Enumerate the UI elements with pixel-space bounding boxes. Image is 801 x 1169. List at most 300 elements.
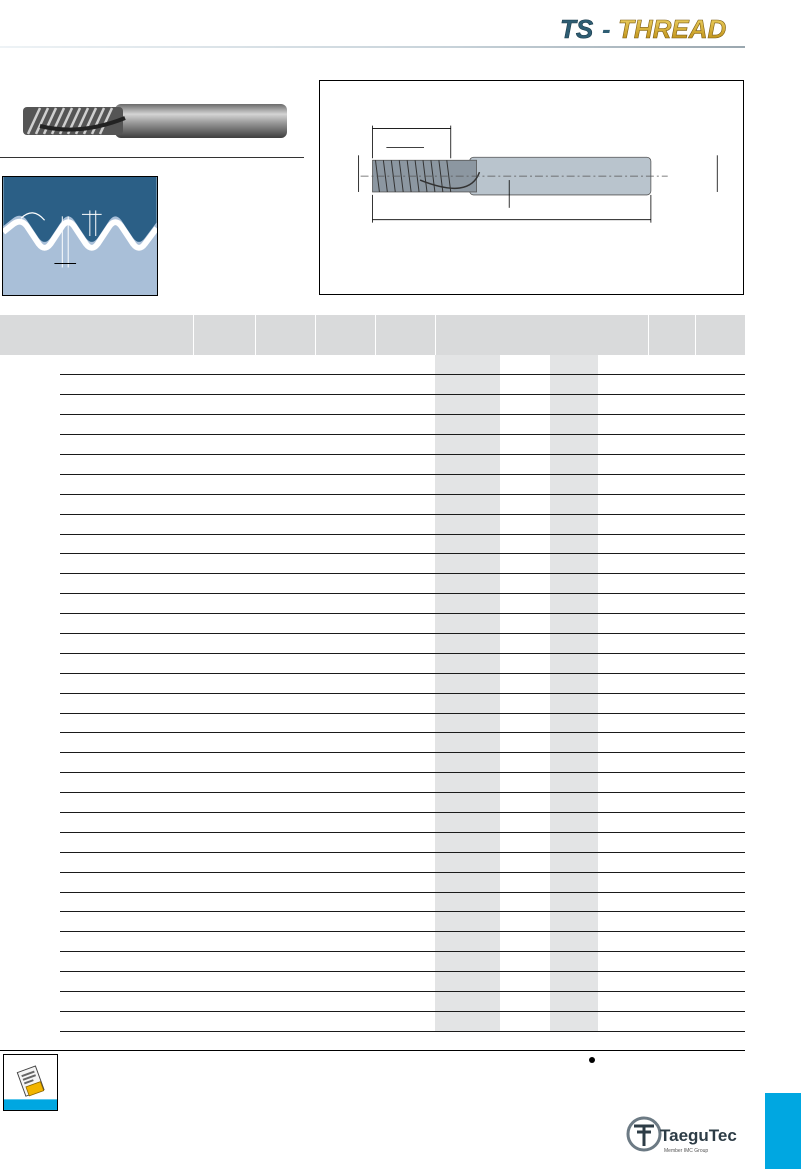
table-cell — [375, 832, 435, 852]
table-row — [0, 753, 745, 773]
table-cell — [435, 653, 500, 673]
table-cell — [648, 673, 695, 693]
table-cell — [598, 673, 648, 693]
table-cell — [375, 852, 435, 872]
table-cell — [550, 653, 598, 673]
table-cell — [375, 872, 435, 892]
table-cell — [500, 952, 550, 972]
table-row — [0, 494, 745, 514]
table-cell — [500, 972, 550, 992]
table-cell — [500, 852, 550, 872]
table-cell — [500, 514, 550, 534]
table-cell — [648, 355, 695, 375]
table-cell — [375, 1011, 435, 1031]
table-cell — [375, 574, 435, 594]
ts-thread-logo — [560, 12, 745, 46]
table-cell — [375, 355, 435, 375]
table-cell — [0, 633, 60, 653]
table-cell — [0, 1011, 60, 1031]
table-cell — [500, 992, 550, 1012]
table-cell — [648, 435, 695, 455]
table-cell — [550, 614, 598, 634]
table-cell — [255, 912, 315, 932]
table-cell — [500, 435, 550, 455]
table-cell — [695, 435, 745, 455]
table-cell — [315, 753, 375, 773]
table-cell — [375, 733, 435, 753]
table-cell — [695, 992, 745, 1012]
table-cell — [550, 355, 598, 375]
table-cell — [435, 892, 500, 912]
table-cell — [435, 912, 500, 932]
table-cell — [315, 852, 375, 872]
table-cell — [255, 534, 315, 554]
table-cell — [0, 693, 60, 713]
table-cell — [648, 733, 695, 753]
table-cell — [255, 395, 315, 415]
table-cell — [0, 852, 60, 872]
table-row — [0, 892, 745, 912]
table-row — [0, 832, 745, 852]
table-row — [0, 474, 745, 494]
table-cell — [0, 594, 60, 614]
table-cell — [648, 992, 695, 1012]
table-cell — [255, 1011, 315, 1031]
table-cell — [550, 912, 598, 932]
table-cell — [435, 633, 500, 653]
table-cell — [598, 1011, 648, 1031]
table-cell — [375, 793, 435, 813]
table-cell — [255, 673, 315, 693]
table-cell — [255, 375, 315, 395]
table-cell — [375, 653, 435, 673]
table-cell — [193, 435, 255, 455]
table-row — [0, 435, 745, 455]
table-cell — [598, 972, 648, 992]
table-cell — [695, 773, 745, 793]
table-cell — [695, 912, 745, 932]
table-cell — [193, 574, 255, 594]
table-cell — [193, 454, 255, 474]
table-cell — [695, 614, 745, 634]
table-cell — [500, 574, 550, 594]
table-cell — [255, 614, 315, 634]
table-row — [0, 872, 745, 892]
table-cell — [60, 673, 193, 693]
table-cell — [500, 793, 550, 813]
table-cell — [435, 614, 500, 634]
table-cell — [255, 494, 315, 514]
table-cell — [0, 435, 60, 455]
table-cell — [60, 693, 193, 713]
table-cell — [435, 554, 500, 574]
table-row — [0, 852, 745, 872]
table-cell — [695, 872, 745, 892]
header-cell — [375, 315, 435, 355]
table-row — [0, 952, 745, 972]
table-cell — [695, 673, 745, 693]
table-cell — [695, 812, 745, 832]
table-cell — [255, 633, 315, 653]
table-cell — [0, 932, 60, 952]
table-cell — [255, 773, 315, 793]
table-cell — [435, 972, 500, 992]
table-cell — [375, 435, 435, 455]
tool-dimension-drawing — [319, 80, 744, 295]
table-cell — [0, 355, 60, 375]
header-cell — [648, 315, 695, 355]
table-cell — [193, 932, 255, 952]
table-cell — [375, 474, 435, 494]
table-cell — [60, 614, 193, 634]
table-cell — [315, 415, 375, 435]
table-cell — [315, 713, 375, 733]
table-row — [0, 992, 745, 1012]
table-cell — [550, 733, 598, 753]
table-cell — [695, 733, 745, 753]
table-cell — [0, 753, 60, 773]
table-cell — [695, 793, 745, 813]
table-cell — [435, 1011, 500, 1031]
table-cell — [550, 1011, 598, 1031]
table-cell — [315, 633, 375, 653]
header-cell — [0, 315, 193, 355]
table-cell — [598, 733, 648, 753]
table-cell — [375, 952, 435, 972]
table-cell — [375, 395, 435, 415]
table-cell — [315, 435, 375, 455]
table-cell — [500, 1011, 550, 1031]
table-cell — [375, 713, 435, 733]
table-cell — [648, 793, 695, 813]
table-cell — [435, 793, 500, 813]
table-cell — [598, 415, 648, 435]
table-cell — [60, 952, 193, 972]
table-cell — [500, 812, 550, 832]
table-cell — [695, 395, 745, 415]
table-cell — [255, 753, 315, 773]
table-cell — [500, 832, 550, 852]
table-cell — [550, 793, 598, 813]
table-cell — [60, 872, 193, 892]
table-cell — [315, 554, 375, 574]
table-cell — [648, 812, 695, 832]
table-cell — [550, 753, 598, 773]
table-cell — [60, 395, 193, 415]
table-cell — [375, 534, 435, 554]
table-cell — [435, 713, 500, 733]
table-cell — [315, 454, 375, 474]
table-cell — [0, 872, 60, 892]
table-cell — [255, 713, 315, 733]
table-cell — [60, 494, 193, 514]
table-cell — [695, 832, 745, 852]
table-cell — [550, 415, 598, 435]
table-cell — [193, 912, 255, 932]
table-cell — [60, 972, 193, 992]
table-cell — [648, 912, 695, 932]
table-cell — [0, 534, 60, 554]
specification-table — [0, 315, 745, 1032]
end-mill-photo — [20, 96, 290, 146]
table-cell — [695, 454, 745, 474]
table-cell — [193, 753, 255, 773]
table-row — [0, 415, 745, 435]
table-cell — [0, 892, 60, 912]
table-bottom-rule — [0, 1050, 745, 1051]
table-cell — [500, 395, 550, 415]
table-cell — [255, 872, 315, 892]
table-cell — [648, 594, 695, 614]
table-row — [0, 653, 745, 673]
table-row — [0, 614, 745, 634]
table-cell — [648, 395, 695, 415]
table-cell — [435, 773, 500, 793]
table-cell — [500, 594, 550, 614]
table-cell — [648, 415, 695, 435]
table-cell — [315, 474, 375, 494]
table-body — [0, 355, 745, 1031]
note-icon — [3, 1054, 58, 1111]
table-cell — [315, 812, 375, 832]
table-cell — [695, 554, 745, 574]
table-cell — [193, 972, 255, 992]
table-cell — [255, 952, 315, 972]
table-cell — [315, 534, 375, 554]
table-cell — [193, 793, 255, 813]
table-cell — [255, 733, 315, 753]
table-cell — [550, 952, 598, 972]
table-cell — [0, 673, 60, 693]
table-cell — [435, 415, 500, 435]
table-cell — [435, 474, 500, 494]
table-cell — [60, 355, 193, 375]
table-cell — [648, 832, 695, 852]
table-cell — [500, 872, 550, 892]
table-cell — [648, 753, 695, 773]
table-cell — [315, 375, 375, 395]
table-cell — [315, 733, 375, 753]
table-cell — [648, 375, 695, 395]
table-cell — [255, 892, 315, 912]
table-cell — [60, 912, 193, 932]
table-cell — [315, 355, 375, 375]
table-cell — [315, 514, 375, 534]
table-cell — [255, 793, 315, 813]
table-cell — [648, 892, 695, 912]
table-cell — [60, 773, 193, 793]
table-cell — [598, 633, 648, 653]
table-cell — [598, 992, 648, 1012]
table-cell — [550, 633, 598, 653]
table-cell — [598, 713, 648, 733]
table-cell — [193, 534, 255, 554]
table-row — [0, 355, 745, 375]
company-name: TaeguTec — [660, 1126, 737, 1145]
table-cell — [435, 355, 500, 375]
table-row — [0, 713, 745, 733]
table-cell — [255, 474, 315, 494]
table-cell — [648, 474, 695, 494]
table-cell — [435, 733, 500, 753]
table-cell — [375, 494, 435, 514]
table-cell — [695, 514, 745, 534]
table-cell — [648, 554, 695, 574]
table-cell — [60, 892, 193, 912]
table-cell — [60, 375, 193, 395]
table-cell — [695, 494, 745, 514]
table-cell — [375, 773, 435, 793]
table-cell — [648, 932, 695, 952]
table-cell — [550, 832, 598, 852]
table-cell — [435, 454, 500, 474]
table-cell — [315, 1011, 375, 1031]
table-cell — [315, 614, 375, 634]
table-cell — [193, 355, 255, 375]
table-cell — [375, 972, 435, 992]
table-cell — [0, 474, 60, 494]
table-row — [0, 534, 745, 554]
table-cell — [500, 415, 550, 435]
table-cell — [0, 713, 60, 733]
table-cell — [695, 594, 745, 614]
table-cell — [550, 812, 598, 832]
table-cell — [375, 693, 435, 713]
table-cell — [500, 773, 550, 793]
table-cell — [695, 474, 745, 494]
table-cell — [695, 375, 745, 395]
table-cell — [648, 454, 695, 474]
table-cell — [550, 494, 598, 514]
table-cell — [598, 793, 648, 813]
table-cell — [598, 872, 648, 892]
table-cell — [193, 812, 255, 832]
table-cell — [255, 435, 315, 455]
table-cell — [500, 713, 550, 733]
table-cell — [193, 514, 255, 534]
table-cell — [193, 693, 255, 713]
table-cell — [500, 474, 550, 494]
table-cell — [550, 454, 598, 474]
table-cell — [375, 992, 435, 1012]
table-row — [0, 972, 745, 992]
table-cell — [0, 992, 60, 1012]
table-cell — [375, 454, 435, 474]
table-cell — [598, 534, 648, 554]
table-cell — [60, 574, 193, 594]
table-cell — [648, 852, 695, 872]
table-cell — [193, 494, 255, 514]
table-cell — [598, 693, 648, 713]
table-cell — [648, 773, 695, 793]
table-cell — [60, 633, 193, 653]
table-cell — [648, 952, 695, 972]
table-cell — [193, 375, 255, 395]
table-cell — [315, 773, 375, 793]
table-cell — [255, 415, 315, 435]
table-cell — [648, 653, 695, 673]
table-cell — [648, 534, 695, 554]
table-cell — [550, 673, 598, 693]
table-cell — [375, 514, 435, 534]
table-row — [0, 932, 745, 952]
table-row — [0, 574, 745, 594]
table-cell — [315, 793, 375, 813]
table-row — [0, 554, 745, 574]
table-cell — [255, 852, 315, 872]
table-row — [0, 733, 745, 753]
table-cell — [550, 554, 598, 574]
brand-prefix: TS — [560, 14, 594, 44]
table-cell — [695, 713, 745, 733]
table-cell — [435, 832, 500, 852]
table-cell — [435, 574, 500, 594]
table-cell — [648, 633, 695, 653]
table-cell — [550, 514, 598, 534]
table-cell — [315, 673, 375, 693]
table-cell — [550, 574, 598, 594]
table-cell — [550, 872, 598, 892]
table-row — [0, 514, 745, 534]
table-cell — [648, 614, 695, 634]
table-cell — [0, 912, 60, 932]
table-cell — [598, 952, 648, 972]
table-cell — [0, 454, 60, 474]
table-cell — [598, 812, 648, 832]
table-cell — [500, 932, 550, 952]
table-cell — [435, 872, 500, 892]
table-cell — [255, 932, 315, 952]
table-cell — [695, 415, 745, 435]
table-cell — [695, 693, 745, 713]
table-cell — [193, 594, 255, 614]
table-cell — [500, 912, 550, 932]
table-cell — [193, 474, 255, 494]
table-cell — [598, 753, 648, 773]
table-cell — [315, 395, 375, 415]
table-cell — [60, 554, 193, 574]
table-cell — [695, 952, 745, 972]
table-cell — [598, 454, 648, 474]
table-cell — [60, 594, 193, 614]
table-row — [0, 375, 745, 395]
table-cell — [435, 594, 500, 614]
table-cell — [435, 852, 500, 872]
table-cell — [60, 454, 193, 474]
table-cell — [550, 594, 598, 614]
table-cell — [550, 892, 598, 912]
table-cell — [435, 952, 500, 972]
table-cell — [255, 574, 315, 594]
table-cell — [598, 554, 648, 574]
table-row — [0, 633, 745, 653]
table-cell — [193, 415, 255, 435]
table-cell — [0, 812, 60, 832]
table-cell — [60, 932, 193, 952]
header-rule — [0, 46, 745, 48]
bullet-icon — [589, 1057, 595, 1063]
table-cell — [0, 514, 60, 534]
table-cell — [550, 474, 598, 494]
table-cell — [193, 832, 255, 852]
table-cell — [0, 554, 60, 574]
table-cell — [315, 594, 375, 614]
table-cell — [0, 733, 60, 753]
table-cell — [315, 892, 375, 912]
table-cell — [0, 952, 60, 972]
table-cell — [598, 773, 648, 793]
table-cell — [193, 673, 255, 693]
